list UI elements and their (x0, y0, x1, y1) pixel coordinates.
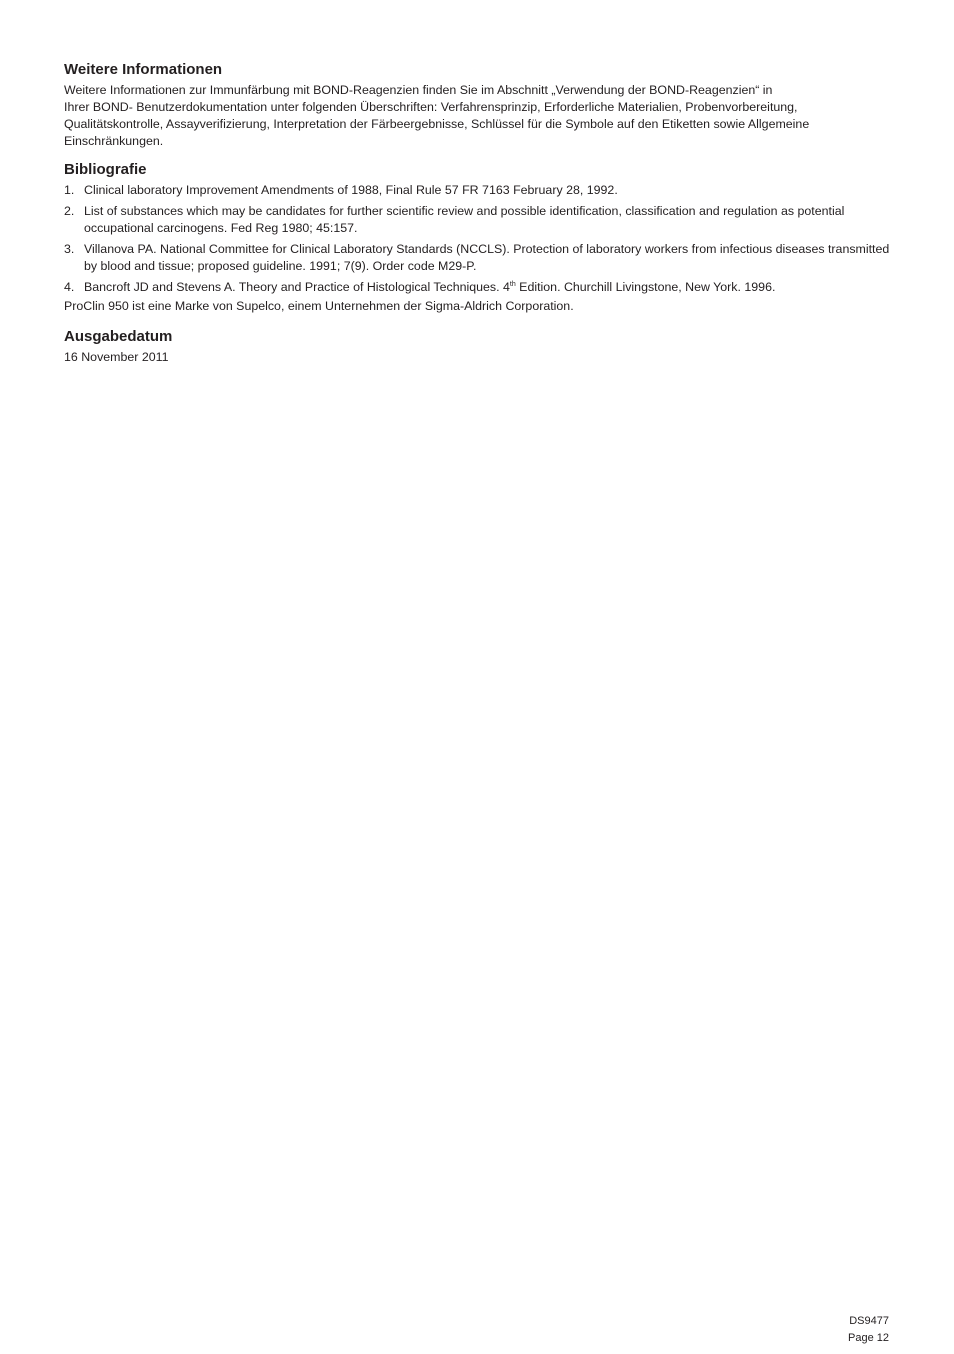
bibliography-item-number: 1. (64, 183, 75, 197)
heading-weitere-informationen: Weitere Informationen (64, 61, 223, 78)
bibliography-item-text: Clinical laboratory Improvement Amendments of 1988, Final Rule 57 FR 7163 February 28, 1992. (84, 183, 618, 197)
bibliography-item-text (84, 279, 894, 296)
page-footer (848, 1313, 889, 1347)
superscript-ordinal: th (509, 280, 516, 288)
issue-date: 16 November 2011 (64, 350, 169, 364)
bibliography-item-text-end: Edition. Churchill Livingstone, New York. 1996. (515, 280, 776, 294)
page-number: Page 12 (848, 1332, 889, 1344)
weitere-line-2: Ihrer BOND- Benutzerdokumentation unter folgenden Überschriften: Verfahrensprinzip, Erforderliche Materialien, Probenvorbereitung, (64, 100, 798, 114)
bibliography-item (64, 279, 894, 296)
bibliography-item-number: 2. (64, 204, 75, 218)
bibliography-item-text-start: Bancroft JD and Stevens A. Theory and Practice of Histological Techniques. 4 (84, 280, 510, 294)
heading-bibliografie: Bibliografie (64, 161, 147, 178)
bibliography-item-number: 3. (64, 242, 75, 256)
bibliography-item (64, 203, 894, 237)
bibliography-item-text: Villanova PA. National Committee for Clinical Laboratory Standards (NCCLS). Protection of laboratory workers from infectious diseases transmitted by blood and tissue; proposed guideline. 1991; 7(9). Order code M29-P. (84, 242, 890, 273)
bibliography-list (64, 182, 894, 296)
weitere-informationen-text (64, 82, 894, 150)
weitere-line-3: Qualitätskontrolle, Assayverifizierung, Interpretation der Färbeergebnisse, Schlüssel für die Symbole auf den Etiketten sowie Allgemeine (64, 117, 810, 131)
document-body (64, 60, 894, 366)
trademark-note: ProClin 950 ist eine Marke von Supelco, einem Unternehmen der Sigma-Aldrich Corporation. (64, 299, 574, 313)
bibliography-item (64, 182, 894, 199)
document-code: DS9477 (849, 1315, 889, 1327)
bibliography-item-text: List of substances which may be candidates for further scientific review and possible identification, classification and regulation as potential occupational carcinogens. Fed Reg 1980; 45:157. (84, 204, 845, 235)
bibliography-item (64, 241, 894, 275)
bibliography-item-number: 4. (64, 280, 75, 294)
weitere-line-4: Einschränkungen. (64, 134, 164, 148)
weitere-line-1: Weitere Informationen zur Immunfärbung mit BOND-Reagenzien finden Sie im Abschnitt „Verwendung der BOND-Reagenzien“ in (64, 83, 773, 97)
heading-ausgabedatum: Ausgabedatum (64, 328, 173, 345)
